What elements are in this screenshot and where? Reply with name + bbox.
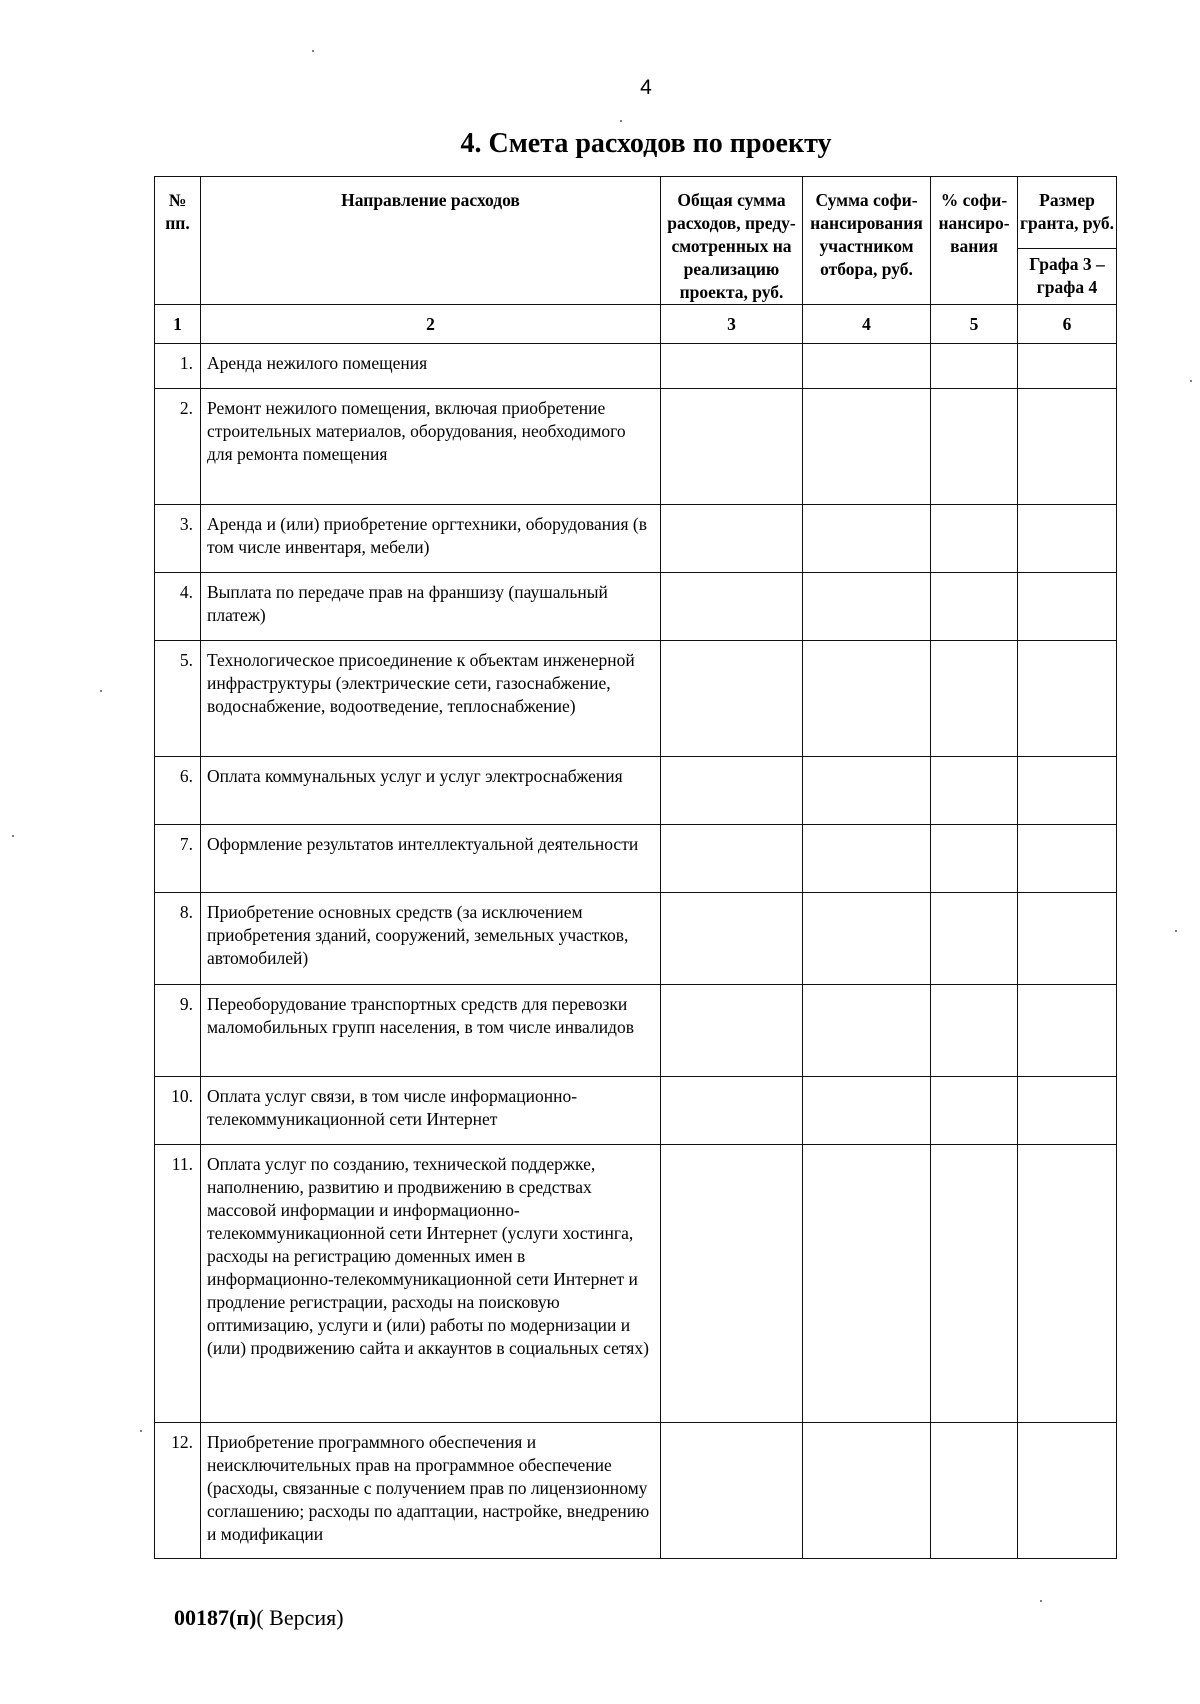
table-row: [155, 1077, 1117, 1145]
cell-percent: [931, 893, 1018, 985]
row-number: 4.: [155, 573, 201, 641]
row-number: 11.: [155, 1145, 201, 1423]
cell-grant: [1018, 757, 1117, 825]
cell-cofinancing: [803, 825, 931, 893]
header-cofinancing: Сумма софи-нансирования участником отбора, руб.: [803, 177, 931, 305]
cell-total: [661, 825, 803, 893]
row-number: 7.: [155, 825, 201, 893]
scan-speck: [1175, 930, 1177, 932]
cell-percent: [931, 389, 1018, 505]
cell-cofinancing: [803, 1145, 931, 1423]
table-row: [155, 505, 1117, 573]
table-row: [155, 344, 1117, 389]
document-code-number: 00187(п): [174, 1605, 257, 1630]
cell-percent: [931, 1423, 1018, 1559]
scan-speck: [12, 835, 14, 837]
page-title: 4. Смета расходов по проекту: [460, 128, 832, 159]
row-number: 5.: [155, 641, 201, 757]
table-row: [155, 641, 1117, 757]
row-description: Оплата коммунальных услуг и услуг электроснабжения: [201, 757, 661, 825]
cell-total: [661, 573, 803, 641]
column-number: 1: [155, 305, 201, 344]
page-number: 4: [640, 76, 652, 99]
cell-cofinancing: [803, 573, 931, 641]
cell-cofinancing: [803, 757, 931, 825]
table-row: [155, 573, 1117, 641]
row-description: Переоборудование транспортных средств для перевозки маломобильных групп населения, в том числе инвалидов: [201, 985, 661, 1077]
estimate-table: [154, 176, 1117, 1559]
cell-total: [661, 985, 803, 1077]
row-description: Приобретение программного обеспечения и неисключительных прав на программное обеспечение (расходы, связанные с получением прав по лицензионному соглашению; расходы по адаптации, настройке, внедрению и модификации: [201, 1423, 661, 1559]
table-row: [155, 985, 1117, 1077]
scan-speck: [1190, 380, 1192, 382]
cell-total: [661, 757, 803, 825]
cell-grant: [1018, 825, 1117, 893]
row-number: 6.: [155, 757, 201, 825]
cell-percent: [931, 344, 1018, 389]
cell-grant: [1018, 641, 1117, 757]
row-description: Технологическое присоединение к объектам инженерной инфраструктуры (электрические сети, газоснабжение, водоснабжение, водоотведение, теплоснабжение): [201, 641, 661, 757]
row-number: 3.: [155, 505, 201, 573]
scan-speck: [620, 120, 622, 122]
cell-cofinancing: [803, 1077, 931, 1145]
table-row: [155, 1423, 1117, 1559]
scan-speck: [140, 1430, 142, 1432]
header-percent: % софи-нансиро-вания: [931, 177, 1018, 305]
cell-cofinancing: [803, 985, 931, 1077]
column-number: 6: [1018, 305, 1117, 344]
cell-total: [661, 1145, 803, 1423]
row-description: Ремонт нежилого помещения, включая приобретение строительных материалов, оборудования, необходимого для ремонта помещения: [201, 389, 661, 505]
column-number: 4: [803, 305, 931, 344]
cell-total: [661, 505, 803, 573]
cell-percent: [931, 505, 1018, 573]
cell-percent: [931, 641, 1018, 757]
cell-total: [661, 344, 803, 389]
table-row: [155, 389, 1117, 505]
cell-grant: [1018, 389, 1117, 505]
cell-grant: [1018, 985, 1117, 1077]
column-number-row: [155, 305, 1117, 344]
cell-percent: [931, 985, 1018, 1077]
cell-cofinancing: [803, 505, 931, 573]
column-number: 2: [201, 305, 661, 344]
cell-cofinancing: [803, 641, 931, 757]
cell-grant: [1018, 893, 1117, 985]
cell-grant: [1018, 1423, 1117, 1559]
column-number: 5: [931, 305, 1018, 344]
row-number: 2.: [155, 389, 201, 505]
header-direction: Направление расходов: [201, 177, 661, 305]
cell-grant: [1018, 1145, 1117, 1423]
row-description: Выплата по передаче прав на франшизу (паушальный платеж): [201, 573, 661, 641]
cell-total: [661, 389, 803, 505]
table-row: [155, 893, 1117, 985]
row-description: Оформление результатов интеллектуальной деятельности: [201, 825, 661, 893]
cell-grant: [1018, 1077, 1117, 1145]
header-no: № пп.: [155, 177, 201, 305]
header-total: Общая сумма расходов, преду-смотренных на реализацию проекта, руб.: [661, 177, 803, 305]
column-number: 3: [661, 305, 803, 344]
cell-cofinancing: [803, 1423, 931, 1559]
document-code: [174, 1605, 344, 1631]
cell-total: [661, 641, 803, 757]
cell-total: [661, 893, 803, 985]
row-number: 9.: [155, 985, 201, 1077]
cell-percent: [931, 757, 1018, 825]
scan-speck: [100, 690, 102, 692]
row-description: Оплата услуг связи, в том числе информационно-телекоммуникационной сети Интернет: [201, 1077, 661, 1145]
row-description: Приобретение основных средств (за исключением приобретения зданий, сооружений, земельных участков, автомобилей): [201, 893, 661, 985]
row-number: 12.: [155, 1423, 201, 1559]
scan-speck: [312, 50, 314, 52]
header-grant: Размер гранта, руб.: [1018, 177, 1117, 249]
scan-speck: [1040, 1600, 1042, 1602]
cell-percent: [931, 1145, 1018, 1423]
row-description: Оплата услуг по созданию, технической поддержке, наполнению, развитию и продвижению в средствах массовой информации и информационно-телекоммуникационной сети Интернет (услуги хостинга, расходы на регистрацию доменных имен в информационно-телекоммуникационной сети Интернет и продление регистрации, расходы на поисковую оптимизацию, услуги и (или) работы по модернизации и (или) продвижению сайта и аккаунтов в социальных сетях): [201, 1145, 661, 1423]
table-row: [155, 1145, 1117, 1423]
header-grant-sub: Графа 3 – графа 4: [1018, 249, 1117, 305]
cell-percent: [931, 1077, 1018, 1145]
cell-cofinancing: [803, 893, 931, 985]
cell-percent: [931, 825, 1018, 893]
cell-cofinancing: [803, 389, 931, 505]
cell-percent: [931, 573, 1018, 641]
cell-grant: [1018, 344, 1117, 389]
row-description: Аренда нежилого помещения: [201, 344, 661, 389]
table-row: [155, 825, 1117, 893]
cell-total: [661, 1077, 803, 1145]
table-row: [155, 757, 1117, 825]
cell-total: [661, 1423, 803, 1559]
row-number: 10.: [155, 1077, 201, 1145]
row-number: 1.: [155, 344, 201, 389]
cell-grant: [1018, 573, 1117, 641]
row-number: 8.: [155, 893, 201, 985]
row-description: Аренда и (или) приобретение оргтехники, оборудования (в том числе инвентаря, мебели): [201, 505, 661, 573]
cell-cofinancing: [803, 344, 931, 389]
cell-grant: [1018, 505, 1117, 573]
document-code-version: ( Версия): [256, 1605, 344, 1630]
